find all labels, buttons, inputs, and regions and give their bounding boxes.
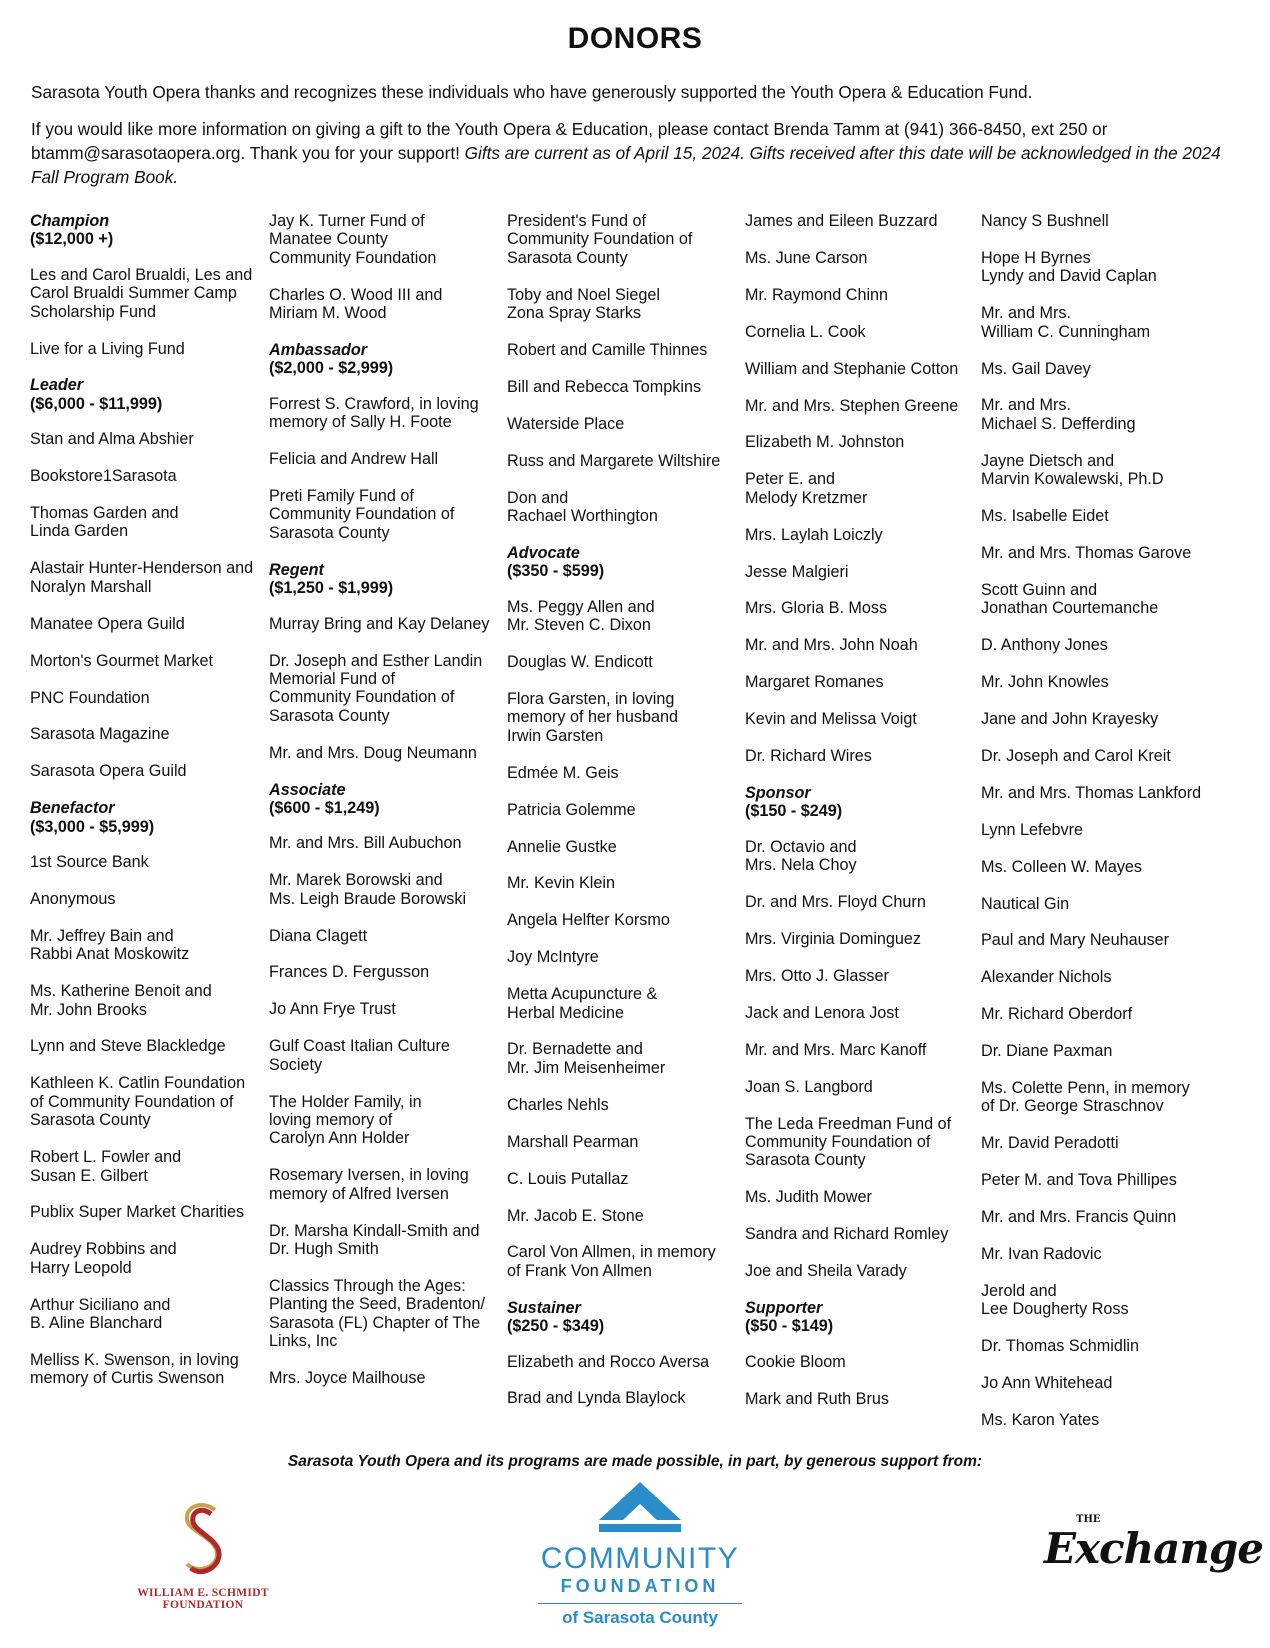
donor-entry: Mr. Marek Borowski and Ms. Leigh Braude Borowski [269, 871, 467, 908]
schmidt-s-icon [173, 1500, 233, 1582]
donor-entry: Jayne Dietsch and Marvin Kowalewski, Ph.D [981, 451, 1164, 489]
donor-entry: PNC Foundation [30, 688, 150, 707]
donor-entry: Preti Family Fund of Community Foundation of Sarasota County [269, 487, 455, 542]
giving-level-name: Sponsor [745, 784, 811, 802]
giving-level-name: Champion [30, 212, 110, 230]
donor-entry: Mark and Ruth Brus [745, 1389, 889, 1408]
donor-column-3 [507, 212, 743, 1426]
donor-entry: Les and Carol Brualdi, Les and Carol Brualdi Summer Camp Scholarship Fund [30, 265, 253, 321]
community-word: COMMUNITY [540, 1542, 740, 1575]
donor-entry: Rosemary Iversen, in loving memory of Alfred Iversen [269, 1166, 469, 1203]
donor-entry: Mr. and Mrs. William C. Cunningham [981, 304, 1151, 341]
donor-entry: Mr. Ivan Radovic [981, 1245, 1102, 1264]
donor-entry: Douglas W. Endicott [507, 653, 653, 672]
donor-entry: Charles Nehls [507, 1095, 609, 1114]
giving-level-heading [745, 784, 981, 821]
donor-entry: Lynn and Steve Blackledge [30, 1037, 226, 1056]
donor-entry: Toby and Noel Siegel Zona Spray Starks [507, 285, 660, 323]
donor-entry: Carol Von Allmen, in memory of Frank Von Allmen [507, 1243, 716, 1280]
donor-entry: James and Eileen Buzzard [745, 212, 938, 230]
intro-contact [31, 117, 1241, 189]
donor-entry: Bill and Rebecca Tompkins [507, 377, 702, 396]
donor-entry: Mrs. Joyce Mailhouse [269, 1369, 426, 1388]
donor-entry: Ms. Karon Yates [981, 1411, 1100, 1430]
donor-entry: The Holder Family, in loving memory of Carolyn Ann Holder [269, 1092, 422, 1148]
giving-level-heading [30, 212, 266, 249]
exchange-script-name: Exchange [1044, 1524, 1264, 1573]
giving-level-name: Leader [30, 376, 84, 395]
schmidt-foundation-word: FOUNDATION [162, 1599, 244, 1611]
donor-entry: Paul and Mary Neuhauser [981, 931, 1170, 950]
giving-level-range: ($1,250 - $1,999) [269, 579, 394, 598]
logo-divider [538, 1603, 742, 1604]
donor-entry: Mr. and Mrs. Marc Kanoff [745, 1040, 927, 1059]
donor-entry: Mr. Richard Oberdorf [981, 1005, 1133, 1024]
foundation-word: FOUNDATION [560, 1576, 720, 1596]
donor-entry: Jesse Malgieri [745, 562, 849, 581]
donor-entry: President's Fund of Community Foundation of Sarasota County [507, 212, 693, 267]
donor-entry: Dr. Richard Wires [745, 747, 872, 766]
donor-entry: Dr. Joseph and Carol Kreit [981, 746, 1171, 765]
donor-entry: Alexander Nichols [981, 968, 1112, 987]
donor-entry: Kevin and Melissa Voigt [745, 710, 917, 729]
donor-entry: Marshall Pearman [507, 1132, 639, 1151]
donor-entry: Ms. Colleen W. Mayes [981, 857, 1143, 876]
donor-entry: Mrs. Gloria B. Moss [745, 599, 888, 618]
donor-entry: Murray Bring and Kay Delaney [269, 614, 490, 633]
donor-entry: Flora Garsten, in loving memory of her husband Irwin Garsten [507, 690, 678, 745]
donor-entry: Peter E. and Melody Kretzmer [745, 470, 868, 507]
donor-entry: Dr. Marsha Kindall-Smith and Dr. Hugh Smith [269, 1221, 480, 1259]
donor-entry: Elizabeth and Rocco Aversa [507, 1352, 710, 1371]
donor-entry: Jo Ann Whitehead [981, 1374, 1113, 1393]
community-foundation-logo [530, 1480, 750, 1630]
donor-entry: Audrey Robbins and Harry Leopold [30, 1240, 177, 1277]
donor-entry: Alastair Hunter-Henderson and Noralyn Marshall [30, 559, 254, 596]
giving-level-name: Associate [269, 780, 346, 799]
donor-entry: Frances D. Fergusson [269, 963, 430, 982]
donor-entry: Melliss K. Swenson, in loving memory of Curtis Swenson [30, 1350, 239, 1388]
donor-entry: Waterside Place [507, 414, 625, 433]
donor-entry: Dr. Diane Paxman [981, 1042, 1113, 1061]
giving-level-name: Advocate [507, 543, 580, 562]
intro-contact-text: If you would like more information on giving a gift to the Youth Opera & Education, please contact Brenda Tamm at (941) 366-8450, ext 250 or btamm@sarasotaopera.org. Thank you for your support! [31, 119, 1108, 163]
donor-entry: Mrs. Otto J. Glasser [745, 966, 889, 985]
giving-level-range: ($150 - $249) [745, 802, 843, 821]
donor-entry: Ms. June Carson [745, 248, 868, 267]
donor-entry: Arthur Siciliano and B. Aline Blanchard [30, 1295, 171, 1333]
donor-column-4 [745, 212, 981, 1427]
donor-entry: Live for a Living Fund [30, 339, 185, 358]
donor-entry: Ms. Isabelle Eidet [981, 507, 1109, 526]
donor-entry: Ms. Katherine Benoit and Mr. John Brooks [30, 982, 212, 1019]
donor-entry: Thomas Garden and Linda Garden [30, 504, 179, 541]
donor-entry: Jay K. Turner Fund of Manatee County Community Foundation [269, 212, 437, 267]
donor-entry: Peter M. and Tova Phillipes [981, 1171, 1177, 1190]
donor-entry: Mr. and Mrs. Bill Aubuchon [269, 834, 462, 853]
giving-level-name: Benefactor [30, 799, 115, 818]
giving-level-range: ($50 - $149) [745, 1317, 834, 1336]
donor-entry: Mr. and Mrs. Thomas Lankford [981, 783, 1202, 802]
giving-level-range: ($6,000 - $11,999) [30, 394, 163, 413]
donor-entry: Russ and Margarete Wiltshire [507, 451, 721, 470]
donor-entry: Mr. and Mrs. Thomas Garove [981, 543, 1192, 562]
donor-entry: Bookstore1Sarasota [30, 467, 177, 486]
donor-entry: The Leda Freedman Fund of Community Foundation of Sarasota County [745, 1114, 952, 1170]
community-foundation-mark-icon [595, 1480, 685, 1538]
giving-level-name: Ambassador [269, 341, 368, 360]
donor-entry: D. Anthony Jones [981, 636, 1108, 655]
donor-entry: Lynn Lefebvre [981, 820, 1083, 839]
donor-entry: Mr. and Mrs. Francis Quinn [981, 1208, 1177, 1227]
giving-level-heading [269, 341, 505, 378]
giving-level-range: ($3,000 - $5,999) [30, 817, 155, 836]
donor-entry: Sandra and Richard Romley [745, 1225, 949, 1244]
donor-entry: Felicia and Andrew Hall [269, 450, 439, 469]
donor-entry: 1st Source Bank [30, 853, 149, 872]
giving-level-range: ($2,000 - $2,999) [269, 359, 394, 378]
donor-entry: Mr. Jeffrey Bain and Rabbi Anat Moskowitz [30, 926, 190, 964]
donor-entry: Elizabeth M. Johnston [745, 433, 905, 452]
donor-entry: Dr. Thomas Schmidlin [981, 1337, 1140, 1356]
donor-entry: Joe and Sheila Varady [745, 1262, 907, 1281]
giving-level-range: ($350 - $599) [507, 562, 605, 581]
donor-entry: Dr. Joseph and Esther Landin Memorial Fund of Community Foundation of Sarasota County [269, 651, 483, 725]
intro-thanks: Sarasota Youth Opera thanks and recognizes these individuals who have generously supported the Youth Opera & Education Fund. [31, 82, 1033, 102]
giving-level-name: Supporter [745, 1299, 823, 1317]
donor-entry: Mr. Jacob E. Stone [507, 1206, 644, 1225]
donor-entry: Dr. Bernadette and Mr. Jim Meisenheimer [507, 1040, 666, 1077]
donor-entry: Mr. and Mrs. Michael S. Defferding [981, 396, 1136, 433]
donor-entry: Sarasota Magazine [30, 725, 170, 744]
donor-entry: Robert and Camille Thinnes [507, 341, 708, 360]
the-exchange-logo [1040, 1500, 1264, 1600]
donor-column-2 [269, 212, 505, 1406]
intro-gift-note: Gifts are current as of April 15, 2024. Gifts received after this date will be acknowledged in the 2024 Fall Program Book. [31, 143, 1221, 187]
giving-level-heading [507, 1299, 743, 1336]
giving-level-heading [269, 781, 505, 818]
donor-entry: Jack and Lenora Jost [745, 1003, 899, 1022]
page-title: DONORS [567, 22, 703, 55]
donor-entry: Joan S. Langbord [745, 1077, 873, 1096]
donor-entry: Mr. and Mrs. Doug Neumann [269, 743, 477, 762]
giving-level-range: ($600 - $1,249) [269, 798, 380, 817]
donor-column-1 [30, 212, 266, 1406]
donor-entry: Anonymous [30, 889, 116, 908]
donor-entry: Kathleen K. Catlin Foundation of Community Foundation of Sarasota County [30, 1074, 246, 1130]
schmidt-name: WILLIAM E. SCHMIDT [137, 1587, 269, 1599]
donor-entry: Forrest S. Crawford, in loving memory of Sally H. Foote [269, 394, 479, 432]
donor-entry: Edmée M. Geis [507, 763, 619, 782]
donor-entry: Jane and John Krayesky [981, 710, 1159, 728]
donor-entry: Diana Clagett [269, 926, 368, 945]
donor-entry: Sarasota Opera Guild [30, 762, 187, 781]
donor-entry: C. Louis Putallaz [507, 1169, 629, 1188]
donor-entry: Metta Acupuncture & Herbal Medicine [507, 985, 658, 1022]
schmidt-foundation-logo [118, 1500, 288, 1620]
donor-entry: Manatee Opera Guild [30, 614, 185, 633]
donor-entry: Margaret Romanes [745, 673, 884, 692]
donor-entry: Mrs. Virginia Dominguez [745, 930, 922, 949]
donor-entry: Nautical Gin [981, 894, 1070, 913]
donor-entry: Ms. Judith Mower [745, 1188, 872, 1207]
donor-entry: Scott Guinn and Jonathan Courtemanche [981, 580, 1159, 618]
donor-entry: Patricia Golemme [507, 800, 636, 819]
donor-entry: Hope H Byrnes Lyndy and David Caplan [981, 248, 1157, 286]
donor-entry: Gulf Coast Italian Culture Society [269, 1037, 450, 1074]
donor-entry: Jerold and Lee Dougherty Ross [981, 1282, 1129, 1319]
giving-level-heading [269, 561, 505, 598]
support-statement: Sarasota Youth Opera and its programs are made possible, in part, by generous support from: [287, 1453, 983, 1470]
donor-column-5 [981, 212, 1217, 1448]
giving-level-heading [507, 544, 743, 581]
donor-entry: Don and Rachael Worthington [507, 488, 658, 526]
donor-entry: Brad and Lynda Blaylock [507, 1389, 686, 1408]
donor-entry: Ms. Colette Penn, in memory of Dr. George Straschnov [981, 1079, 1190, 1116]
donor-entry: Mr. Raymond Chinn [745, 285, 889, 304]
donor-entry: Mrs. Laylah Loiczly [745, 525, 883, 544]
donor-entry: Dr. Octavio and Mrs. Nela Choy [745, 837, 857, 875]
donor-entry: Ms. Gail Davey [981, 359, 1091, 378]
donor-entry: Cornelia L. Cook [745, 322, 866, 341]
donor-entry: Morton's Gourmet Market [30, 651, 214, 670]
donor-entry: Robert L. Fowler and Susan E. Gilbert [30, 1148, 182, 1185]
donor-entry: Jo Ann Frye Trust [269, 1000, 396, 1019]
giving-level-range: ($250 - $349) [507, 1317, 605, 1336]
donor-entry: Cookie Bloom [745, 1352, 846, 1371]
donor-entry: Mr. and Mrs. Stephen Greene [745, 396, 959, 415]
donor-entry: Nancy S Bushnell [981, 212, 1109, 230]
donor-entry: Mr. John Knowles [981, 673, 1109, 692]
donor-entry: Charles O. Wood III and Miriam M. Wood [269, 285, 443, 323]
donor-entry: Mr. David Peradotti [981, 1134, 1119, 1153]
donor-entry: Ms. Peggy Allen and Mr. Steven C. Dixon [507, 597, 655, 635]
giving-level-name: Sustainer [507, 1298, 581, 1317]
donor-entry: Publix Super Market Charities [30, 1203, 245, 1222]
giving-level-heading [30, 376, 266, 413]
sarasota-county-word: of Sarasota County [562, 1608, 718, 1627]
giving-level-range: ($12,000 +) [30, 230, 114, 249]
donor-entry: Joy McIntyre [507, 948, 599, 967]
donor-entry: William and Stephanie Cotton [745, 359, 959, 378]
donor-entry: Annelie Gustke [507, 837, 617, 856]
donor-entry: Dr. and Mrs. Floyd Churn [745, 893, 926, 912]
giving-level-heading [745, 1299, 981, 1336]
donor-entry: Mr. and Mrs. John Noah [745, 636, 918, 655]
donor-entry: Classics Through the Ages: Planting the Seed, Bradenton/ Sarasota (FL) Chapter of The Links, Inc [269, 1276, 485, 1351]
donor-entry: Angela Helfter Korsmo [507, 911, 670, 930]
exchange-the-word: THE [1076, 1514, 1101, 1525]
giving-level-name: Regent [269, 560, 324, 579]
donor-entry: Mr. Kevin Klein [507, 874, 615, 893]
giving-level-heading [30, 799, 266, 836]
donor-entry: Stan and Alma Abshier [30, 430, 194, 449]
